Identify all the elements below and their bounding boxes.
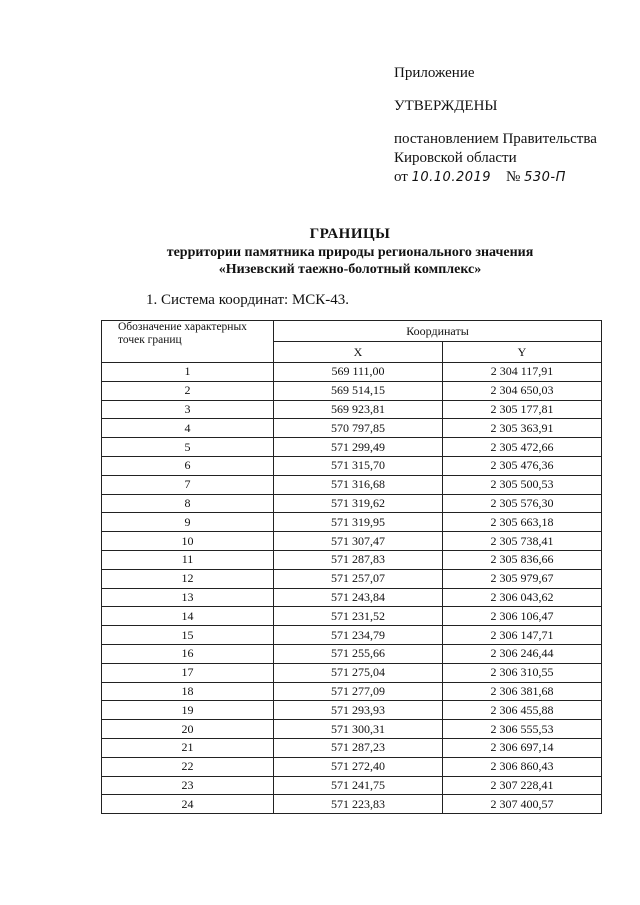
y-coordinate-cell: 2 306 246,44 [443,644,602,663]
coordinates-table [101,320,602,814]
date-value: 10.10.2019 [411,170,492,185]
table-row [102,757,602,776]
y-coordinate-cell: 2 305 363,91 [443,419,602,438]
y-coordinate-cell: 2 306 697,14 [443,738,602,757]
x-coordinate-cell: 571 299,49 [274,438,443,457]
table-row [102,419,602,438]
point-number-cell: 19 [102,701,274,720]
table-row [102,494,602,513]
decree-date-line [394,168,634,187]
y-coordinate-cell: 2 305 576,30 [443,494,602,513]
point-number-cell: 1 [102,363,274,382]
table-row [102,682,602,701]
x-coordinate-cell: 569 111,00 [274,363,443,382]
x-coordinate-cell: 571 241,75 [274,776,443,795]
x-coordinate-cell: 571 277,09 [274,682,443,701]
y-coordinate-cell: 2 305 663,18 [443,513,602,532]
table-row [102,720,602,739]
x-coordinate-cell: 571 275,04 [274,663,443,682]
col-header-coords: Координаты [274,321,602,342]
table-row [102,438,602,457]
document-title [100,224,600,278]
y-coordinate-cell: 2 305 836,66 [443,550,602,569]
table-row [102,513,602,532]
point-number-cell: 24 [102,795,274,814]
point-number-cell: 20 [102,720,274,739]
table-row [102,569,602,588]
y-coordinate-cell: 2 306 043,62 [443,588,602,607]
x-coordinate-cell: 571 307,47 [274,532,443,551]
y-coordinate-cell: 2 306 381,68 [443,682,602,701]
x-coordinate-cell: 571 287,83 [274,550,443,569]
x-coordinate-cell: 571 272,40 [274,757,443,776]
y-coordinate-cell: 2 306 310,55 [443,663,602,682]
x-coordinate-cell: 571 257,07 [274,569,443,588]
table-row [102,776,602,795]
x-coordinate-cell: 571 300,31 [274,720,443,739]
table-row [102,644,602,663]
col-header-point: Обозначение характерных точек границ [102,321,274,363]
y-coordinate-cell: 2 307 228,41 [443,776,602,795]
x-coordinate-cell: 571 243,84 [274,588,443,607]
y-coordinate-cell: 2 306 455,88 [443,701,602,720]
table-row [102,738,602,757]
x-coordinate-cell: 571 234,79 [274,626,443,645]
x-coordinate-cell: 571 231,52 [274,607,443,626]
table-row [102,475,602,494]
x-coordinate-cell: 569 514,15 [274,381,443,400]
point-number-cell: 12 [102,569,274,588]
date-prefix: от [394,169,408,185]
title-main: ГРАНИЦЫ [309,226,391,242]
y-coordinate-cell: 2 306 147,71 [443,626,602,645]
table-row [102,532,602,551]
point-number-cell: 15 [102,626,274,645]
appendix-label: Приложение [394,65,475,81]
y-coordinate-cell: 2 304 650,03 [443,381,602,400]
number-value: 530-П [524,170,566,185]
point-number-cell: 9 [102,513,274,532]
approved-label: УТВЕРЖДЕНЫ [394,98,498,114]
y-coordinate-cell: 2 305 979,67 [443,569,602,588]
point-number-cell: 8 [102,494,274,513]
y-coordinate-cell: 2 306 106,47 [443,607,602,626]
y-coordinate-cell: 2 306 860,43 [443,757,602,776]
approval-block [394,64,634,187]
point-number-cell: 23 [102,776,274,795]
y-coordinate-cell: 2 305 472,66 [443,438,602,457]
y-coordinate-cell: 2 305 738,41 [443,532,602,551]
x-coordinate-cell: 571 287,23 [274,738,443,757]
y-coordinate-cell: 2 305 500,53 [443,475,602,494]
point-number-cell: 16 [102,644,274,663]
point-number-cell: 2 [102,381,274,400]
title-line-2: территории памятника природы регионального значения [166,245,534,260]
y-coordinate-cell: 2 305 177,81 [443,400,602,419]
point-number-cell: 4 [102,419,274,438]
x-coordinate-cell: 571 293,93 [274,701,443,720]
title-line-3: «Низевский таежно-болотный комплекс» [218,262,482,277]
decree-line-2: Кировской области [394,150,517,166]
point-number-cell: 10 [102,532,274,551]
y-coordinate-cell: 2 305 476,36 [443,456,602,475]
point-number-cell: 7 [102,475,274,494]
table-row [102,588,602,607]
x-coordinate-cell: 571 316,68 [274,475,443,494]
x-coordinate-cell: 571 255,66 [274,644,443,663]
x-coordinate-cell: 571 319,95 [274,513,443,532]
y-coordinate-cell: 2 306 555,53 [443,720,602,739]
point-number-cell: 22 [102,757,274,776]
x-coordinate-cell: 571 315,70 [274,456,443,475]
y-coordinate-cell: 2 307 400,57 [443,795,602,814]
table-row [102,701,602,720]
x-coordinate-cell: 569 923,81 [274,400,443,419]
point-number-cell: 14 [102,607,274,626]
col-header-y: Y [443,342,602,363]
point-number-cell: 17 [102,663,274,682]
y-coordinate-cell: 2 304 117,91 [443,363,602,382]
x-coordinate-cell: 571 319,62 [274,494,443,513]
table-row [102,456,602,475]
number-prefix: № [506,169,521,185]
table-row [102,795,602,814]
point-number-cell: 18 [102,682,274,701]
section-heading: 1. Система координат: МСК-43. [146,292,350,308]
table-row [102,663,602,682]
point-number-cell: 3 [102,400,274,419]
table-row [102,626,602,645]
point-number-cell: 11 [102,550,274,569]
table-row [102,381,602,400]
decree-line-1: постановлением Правительства [394,131,597,147]
table-row [102,363,602,382]
col-header-x: X [274,342,443,363]
x-coordinate-cell: 571 223,83 [274,795,443,814]
table-row [102,607,602,626]
x-coordinate-cell: 570 797,85 [274,419,443,438]
point-number-cell: 5 [102,438,274,457]
point-number-cell: 6 [102,456,274,475]
table-row [102,400,602,419]
point-number-cell: 13 [102,588,274,607]
point-number-cell: 21 [102,738,274,757]
table-row [102,550,602,569]
